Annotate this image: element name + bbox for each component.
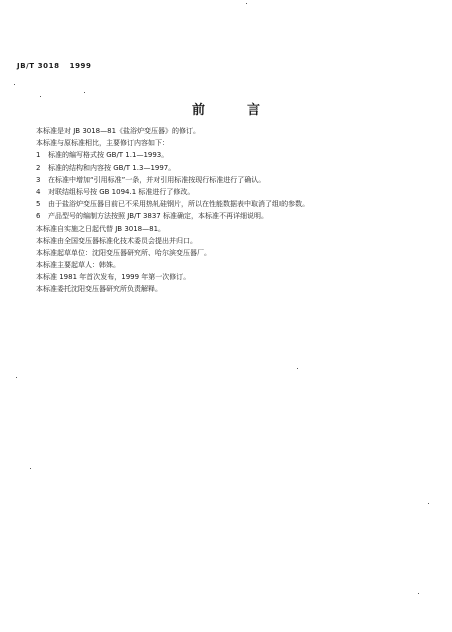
- foreword-list-item: [36, 198, 436, 210]
- list-item-number: 1: [36, 151, 41, 160]
- page-title: 前言: [191, 103, 302, 118]
- list-item-text: 标准的编写格式按 GB/T 1.1—1993。: [48, 151, 169, 160]
- foreword-list-item: [36, 210, 436, 222]
- scan-speck: [30, 468, 31, 469]
- foreword-line: 本标准自实施之日起代替 JB 3018—81。: [36, 224, 166, 233]
- list-item-text: 产品型号的编制方法按照 JB/T 3837 标准确定，本标准不再详细说明。: [48, 212, 268, 221]
- list-item-text: 对联结组标号按 GB 1094.1 标准进行了修改。: [48, 187, 195, 196]
- list-item-number: 5: [36, 200, 41, 209]
- list-item-text: 在标准中增加“引用标准”一条，并对引用标准按现行标准进行了确认。: [48, 175, 266, 184]
- scan-speck: [14, 84, 15, 85]
- foreword-body: [36, 125, 436, 296]
- foreword-line: 本标准委托沈阳变压器研究所负责解释。: [36, 285, 162, 294]
- list-item-number: 3: [36, 175, 41, 184]
- foreword-line: 本标准起草单位：沈阳变压器研究所、哈尔滨变压器厂。: [36, 248, 211, 257]
- foreword-line: 本标准 1981 年首次发布，1999 年第一次修订。: [36, 273, 191, 282]
- list-item-number: 6: [36, 212, 41, 221]
- list-item-text: 标准的结构和内容按 GB/T 1.3—1997。: [48, 163, 176, 172]
- foreword-line: 本标准是对 JB 3018—81《盐浴炉变压器》的修订。: [36, 127, 201, 135]
- foreword-list-item: [36, 174, 436, 186]
- foreword-list-item: [36, 186, 436, 198]
- list-item-text: 由于盐浴炉变压器目前已不采用热轧硅钢片，所以在性能数据表中取消了组Ⅰ的参数。: [48, 200, 310, 209]
- standard-code-header: [17, 62, 91, 70]
- foreword-line: 本标准主要起草人：韩姝。: [36, 261, 120, 270]
- foreword-line: 本标准与原标准相比，主要修订内容如下：: [36, 139, 169, 148]
- standard-year: 1999: [69, 62, 92, 70]
- foreword-list-item: [36, 162, 436, 174]
- list-item-number: 2: [36, 163, 41, 172]
- scan-speck: [40, 96, 41, 97]
- standard-code: JB/T 3018: [17, 62, 60, 70]
- scan-speck: [428, 503, 429, 504]
- foreword-line: 本标准由全国变压器标准化技术委员会提出并归口。: [36, 236, 197, 245]
- scan-speck: [246, 3, 247, 4]
- scan-speck: [84, 92, 85, 93]
- list-item-number: 4: [36, 187, 41, 196]
- scan-speck: [16, 377, 17, 378]
- scan-speck: [297, 368, 298, 369]
- scan-speck: [418, 593, 419, 594]
- foreword-list-item: [36, 149, 436, 161]
